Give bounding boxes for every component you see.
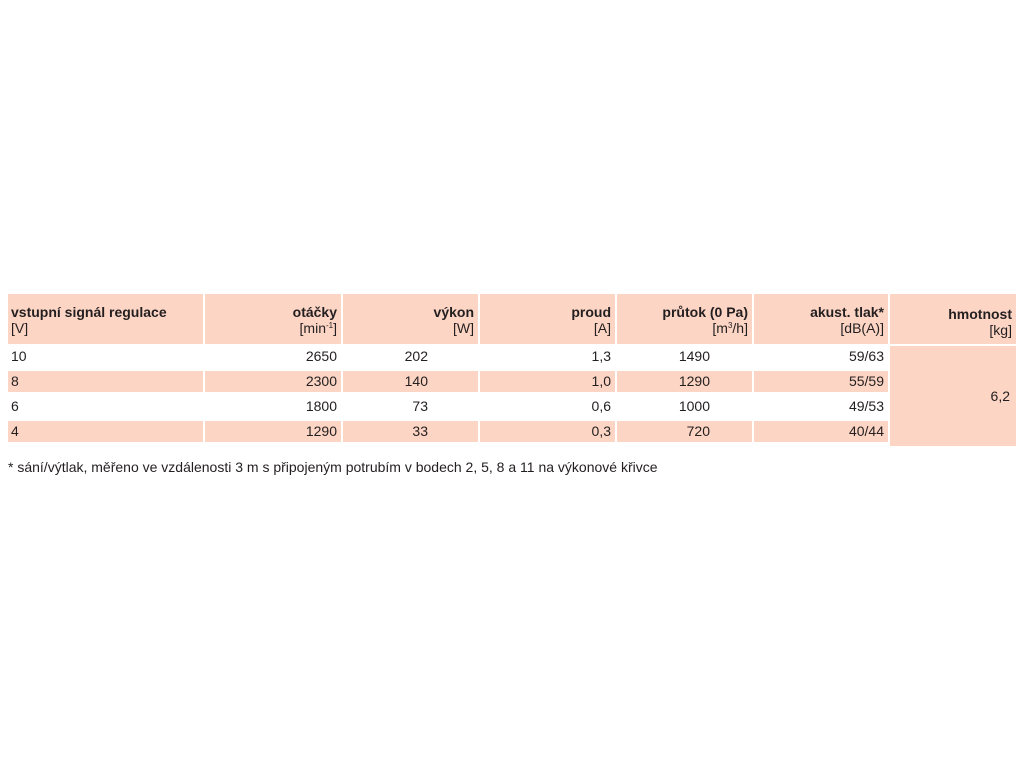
cell-rpm: 1800 <box>305 398 337 414</box>
cell-signal: 4 <box>11 423 19 439</box>
weight-value: 6,2 <box>990 388 1010 404</box>
cell-power: 73 <box>412 398 428 414</box>
cell-flow: 1000 <box>678 398 710 414</box>
cell-noise: 59/63 <box>848 348 884 364</box>
cell-current: 1,3 <box>591 348 611 364</box>
cell-flow: 1490 <box>678 348 710 364</box>
header-power-unit: [W] <box>453 320 474 336</box>
header-signal <box>8 294 203 344</box>
header-noise-name: akust. tlak* <box>810 304 884 320</box>
cell-noise: 40/44 <box>848 423 884 439</box>
header-current <box>480 294 615 344</box>
table-row <box>8 421 888 442</box>
header-weight-name: hmotnost <box>948 306 1012 322</box>
table-row <box>8 346 888 367</box>
header-rpm-unit: $[\min^{-1}]$ <box>299 320 337 336</box>
cell-rpm: 1290 <box>305 423 337 439</box>
cell-current: 0,6 <box>591 398 611 414</box>
table-row <box>8 371 888 392</box>
cell-rpm: 2650 <box>305 348 337 364</box>
cell-current: 1,0 <box>591 373 611 389</box>
header-signal-name: vstupní signál regulace <box>11 304 167 320</box>
performance-table <box>8 294 1016 446</box>
header-signal-unit: [V] <box>11 320 29 336</box>
header-current-name: proud <box>571 304 611 320</box>
cell-flow: 1290 <box>678 373 710 389</box>
table-row <box>8 396 888 417</box>
header-weight <box>890 294 1016 344</box>
cell-power: 202 <box>404 348 428 364</box>
cell-signal: 6 <box>11 398 19 414</box>
header-flow-name: průtok (0 Pa) <box>662 304 748 320</box>
cell-current: 0,3 <box>591 423 611 439</box>
header-weight-unit: [kg] <box>989 322 1012 338</box>
cell-noise: 49/53 <box>848 398 884 414</box>
header-rpm <box>205 294 341 344</box>
weight-cell <box>890 346 1016 446</box>
header-rpm-name: otáčky <box>292 304 337 320</box>
header-power-name: výkon <box>433 304 474 320</box>
footnote: * sání/výtlak, měřeno ve vzdálenosti 3 m s připojeným potrubím v bodech 2, 5, 8 a 11 na výkonové křivce <box>8 459 658 475</box>
cell-flow: 720 <box>686 423 710 439</box>
header-noise <box>754 294 888 344</box>
header-noise-unit: [dB(A)] <box>840 320 884 336</box>
cell-power: 33 <box>412 423 428 439</box>
header-flow <box>617 294 752 344</box>
header-flow-unit: $[m^3/h]$ <box>712 320 748 336</box>
cell-power: 140 <box>404 373 428 389</box>
header-power <box>343 294 478 344</box>
cell-noise: 55/59 <box>848 373 884 389</box>
cell-rpm: 2300 <box>305 373 337 389</box>
cell-signal: 8 <box>11 373 19 389</box>
header-current-unit: [A] <box>593 320 611 336</box>
cell-signal: 10 <box>11 348 27 364</box>
